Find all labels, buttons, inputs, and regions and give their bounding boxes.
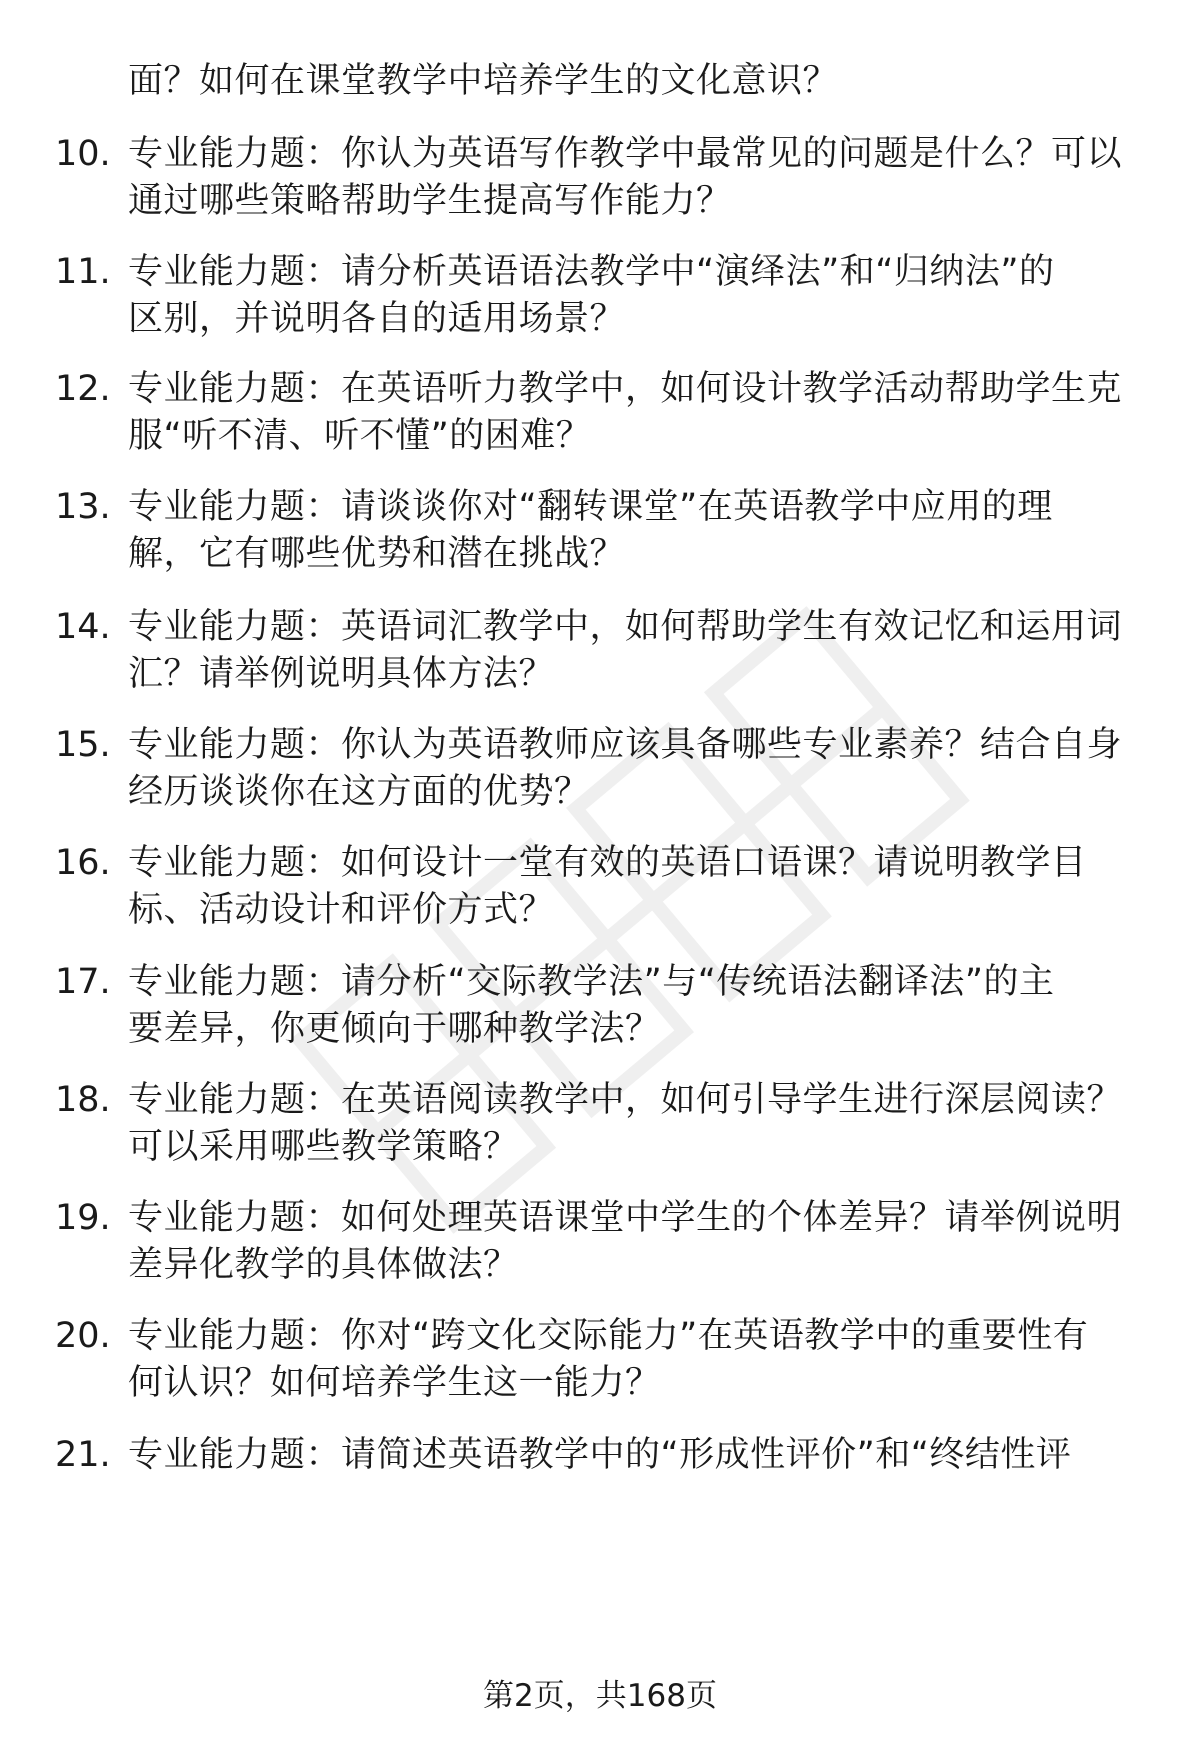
- question-text-line: 解，它有哪些优势和潜在挑战？: [128, 534, 626, 574]
- question-text-line: 要差异，你更倾向于哪种教学法？: [128, 1009, 661, 1049]
- question-text-line: 何认识？如何培养学生这一能力？: [128, 1363, 661, 1403]
- item-number: 19.: [55, 1198, 111, 1238]
- question-text-line: 面？如何在课堂教学中培养学生的文化意识？: [128, 61, 839, 101]
- question-text-line: 专业能力题：英语词汇教学中，如何帮助学生有效记忆和运用词: [128, 607, 1123, 647]
- question-text-line: 专业能力题：如何设计一堂有效的英语口语课？请说明教学目: [128, 843, 1087, 883]
- item-number: 17.: [55, 962, 111, 1002]
- item-number: 12.: [55, 369, 111, 409]
- question-text-line: 区别，并说明各自的适用场景？: [128, 299, 626, 339]
- question-text-line: 标、活动设计和评价方式？: [128, 890, 555, 930]
- question-text-line: 专业能力题：请简述英语教学中的“形成性评价”和“终结性评: [128, 1435, 1072, 1475]
- item-number: 18.: [55, 1080, 111, 1120]
- item-number: 20.: [55, 1316, 111, 1356]
- question-text-line: 可以采用哪些教学策略？: [128, 1127, 519, 1167]
- item-number: 16.: [55, 843, 111, 883]
- question-text-line: 通过哪些策略帮助学生提高写作能力？: [128, 181, 732, 221]
- question-text-line: 服“听不清、听不懂”的困难？: [128, 416, 592, 456]
- question-text-line: 专业能力题：请分析“交际教学法”与“传统语法翻译法”的主: [128, 962, 1055, 1002]
- question-text-line: 经历谈谈你在这方面的优势？: [128, 772, 590, 812]
- question-text-line: 专业能力题：如何处理英语课堂中学生的个体差异？请举例说明: [128, 1198, 1123, 1238]
- question-text-line: 专业能力题：在英语听力教学中，如何设计教学活动帮助学生克: [128, 369, 1123, 409]
- question-text-line: 专业能力题：请分析英语语法教学中“演绎法”和“归纳法”的: [128, 252, 1055, 292]
- question-text-line: 专业能力题：你对“跨文化交际能力”在英语教学中的重要性有: [128, 1316, 1089, 1356]
- item-number: 13.: [55, 487, 111, 527]
- question-text-line: 差异化教学的具体做法？: [128, 1245, 519, 1285]
- question-text-line: 专业能力题：在英语阅读教学中，如何引导学生进行深层阅读？: [128, 1080, 1123, 1120]
- question-text-line: 专业能力题：请谈谈你对“翻转课堂”在英语教学中应用的理: [128, 487, 1053, 527]
- item-number: 15.: [55, 725, 111, 765]
- question-text-line: 专业能力题：你认为英语教师应该具备哪些专业素养？结合自身: [128, 725, 1123, 765]
- page-footer: 第2页，共168页: [483, 1678, 717, 1714]
- item-number: 21.: [55, 1435, 111, 1475]
- item-number: 14.: [55, 607, 111, 647]
- item-number: 10.: [55, 134, 111, 174]
- question-text-line: 专业能力题：你认为英语写作教学中最常见的问题是什么？可以: [128, 134, 1123, 174]
- question-text-line: 汇？请举例说明具体方法？: [128, 654, 555, 694]
- item-number: 11.: [55, 252, 111, 292]
